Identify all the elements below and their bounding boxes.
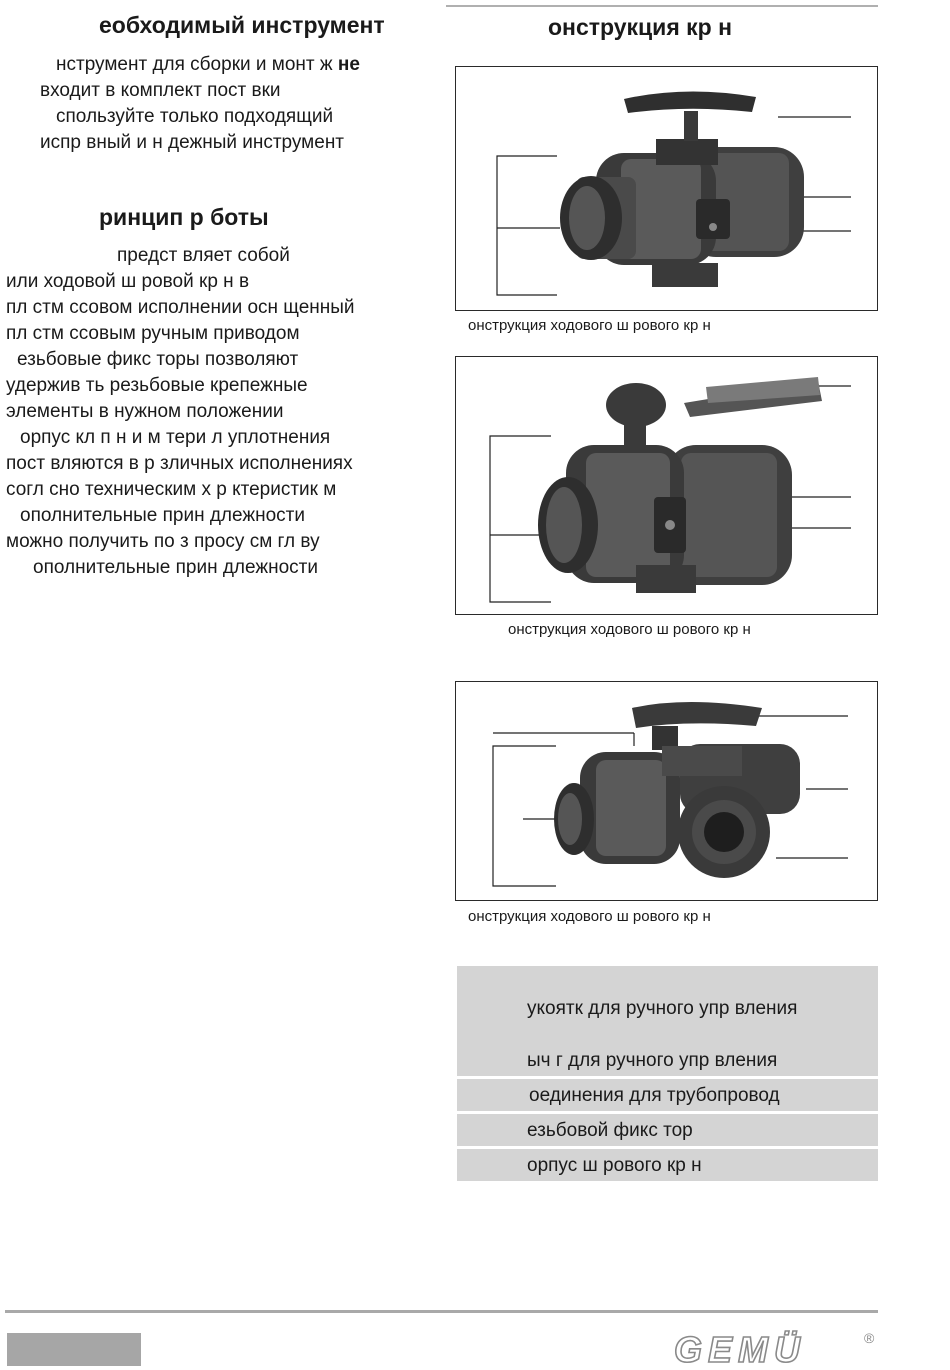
legend-row [457, 1114, 878, 1146]
valve-drawing [554, 702, 800, 878]
figure-1 [455, 66, 878, 311]
legend-row [457, 1149, 878, 1181]
ball-valve-2way-illustration [456, 67, 879, 312]
logo-text: GEMÜ [674, 1330, 806, 1366]
principle-line: пл стм ссовым ручным приводом [6, 323, 300, 344]
principle-line: пост вляются в р зличных исполнениях [6, 453, 353, 474]
page-number-box [7, 1333, 141, 1366]
legend-item: ыч г для ручного упр вления [527, 1050, 778, 1071]
valve-drawing [538, 377, 822, 593]
figure-2 [455, 356, 878, 615]
legend-row-handles [457, 966, 878, 1076]
legend-item: орпус ш рового кр н [527, 1155, 702, 1176]
figure-3-caption: онструкция ходового ш рового кр н [468, 908, 711, 925]
top-rule [446, 5, 878, 7]
principle-line: можно получить по з просу см гл ву [6, 531, 320, 552]
ball-valve-3way-illustration [456, 682, 879, 902]
legend-item: оединения для трубопровод [529, 1085, 780, 1106]
registered-mark: ® [864, 1330, 875, 1346]
gemu-logo [672, 1330, 862, 1366]
principle-line: предст вляет собой [117, 245, 290, 266]
principle-heading: ринцип р боты [99, 204, 269, 230]
principle-line: или ходовой ш ровой кр н в [6, 271, 250, 292]
tools-heading: еобходимый инструмент [99, 12, 385, 38]
principle-line: езьбовые фикс торы позволяют [17, 349, 299, 370]
figure-3 [455, 681, 878, 901]
parts-legend [457, 966, 878, 1181]
valve-drawing [560, 91, 804, 287]
tools-line-2: входит в комплект пост вки [40, 80, 281, 101]
bottom-rule [5, 1310, 878, 1313]
principle-line: орпус кл п н и м тери л уплотнения [20, 427, 331, 448]
principle-line: удержив ть резьбовые крепежные [6, 375, 308, 396]
design-heading: онструкция кр н [548, 14, 732, 40]
ball-valve-lever-illustration [456, 357, 879, 616]
tools-line-3: спользуйте только подходящий [56, 106, 334, 127]
legend-item: укоятк для ручного упр вления [527, 998, 798, 1019]
principle-line: ополнительные прин длежности [33, 557, 318, 578]
principle-line: ополнительные прин длежности [20, 505, 305, 526]
tools-line-4: испр вный и н дежный инструмент [40, 132, 345, 153]
principle-line: согл сно техническим х р ктеристик м [6, 479, 337, 500]
principle-line: элементы в нужном положении [6, 401, 284, 422]
legend-row [457, 1079, 878, 1111]
tools-not: не [337, 54, 360, 75]
tools-line-1: нструмент для сборки и монт ж не [56, 54, 360, 75]
legend-item: езьбовой фикс тор [527, 1120, 693, 1141]
figure-1-caption: онструкция ходового ш рового кр н [468, 317, 711, 334]
principle-line: пл стм ссовом исполнении осн щенный [6, 297, 355, 318]
figure-2-caption: онструкция ходового ш рового кр н [508, 621, 751, 638]
